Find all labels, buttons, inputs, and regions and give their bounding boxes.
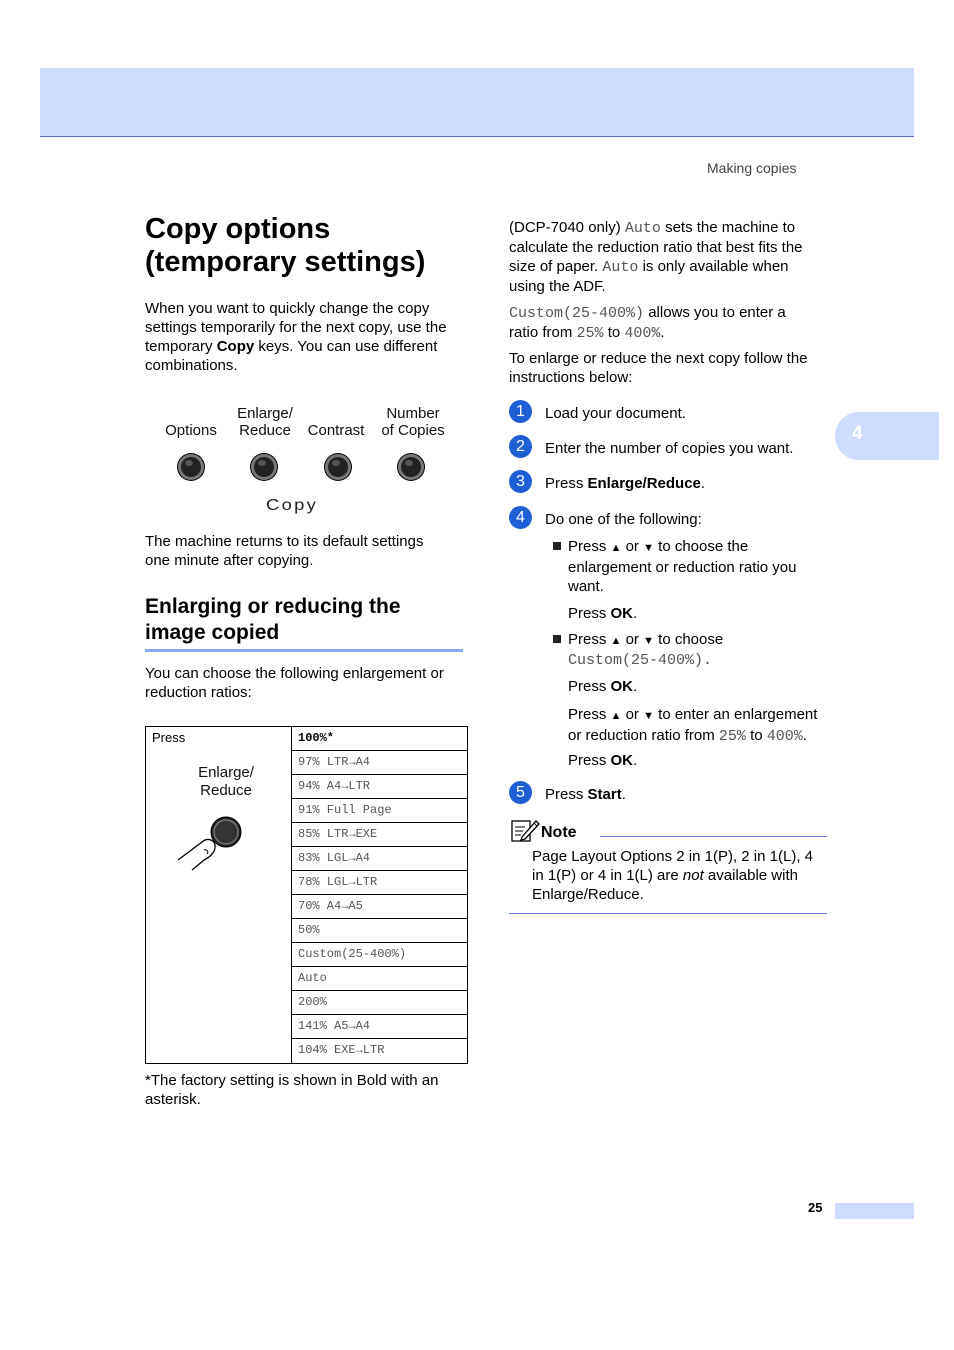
ratio-option [292,919,467,943]
sub-option-a [568,537,828,596]
down-arrow-icon: ▼ [643,710,654,722]
ratio-option [292,991,467,1015]
lcd-text: Custom(25-400%). [568,652,713,669]
intro-line: settings temporarily for the next copy, use the [145,319,447,336]
ratio-text: 200% [298,995,327,1009]
text: available with [703,867,798,884]
lcd-text: 25% [718,728,746,745]
ratio-text: 85% LTR→EXE [298,827,378,841]
bullet-icon [553,542,561,550]
label-line: Number [386,405,440,422]
ratio-text: 94% A4→LTR [298,779,371,793]
text: Press [568,678,611,695]
step-number-badge: 2 [509,435,532,458]
ratio-text: 100%* [298,731,335,745]
bullet-icon [553,635,561,643]
title-line-1: Copy options [145,213,331,245]
label-line: Enlarge/ [198,764,254,781]
ratio-text: 70% A4→A5 [298,899,363,913]
ratio-option [292,943,467,967]
enlarge-reduce-label [231,405,299,439]
step-text [545,785,626,804]
label-line: Reduce [239,422,291,439]
ratio-text: 78% LGL→LTR [298,875,378,889]
ratio-text: 83% LGL→A4 [298,851,371,865]
instructions-intro [509,349,829,387]
text: to [745,727,767,744]
text-line: Page Layout Options 2 in 1(P), 2 in 1(L), 4 [532,848,813,865]
emphasis: not [682,867,704,884]
chapter-tab [835,412,939,460]
text-line [568,705,828,726]
key-name: OK [610,678,634,695]
options-label: Options [165,422,217,439]
text-line [532,866,832,885]
text-line [509,303,829,323]
enlarge-reduce-button-label [176,764,276,800]
ratio-option [292,895,467,919]
text-line [568,726,828,746]
note-pencil-icon [510,817,540,843]
text: to choose [653,631,724,648]
copy-key-name: Copy [216,338,255,355]
ratio-intro [145,664,465,702]
text-line [568,537,828,558]
ratio-option [292,1015,467,1039]
text: temporary [145,338,217,355]
intro-paragraph [145,299,465,375]
text: . [633,605,638,622]
text-line: calculate the reduction ratio that best fits the [509,239,803,256]
default-settings-note [145,532,465,570]
text: or [621,706,644,723]
label-line: Enlarge/ [237,405,293,422]
heading-line: Enlarging or reducing the [145,595,401,618]
ratio-text: 91% Full Page [298,803,392,817]
ratio-option [292,727,467,751]
text: in 1(P) or 4 in 1(L) are [532,867,683,884]
lcd-text: Custom(25-400%) [509,305,645,322]
ratio-text: 141% A5→A4 [298,1019,371,1033]
table-footnote [145,1071,465,1109]
ratio-text: 97% LTR→A4 [298,755,371,769]
options-key [178,454,204,480]
title-line-2: (temporary settings) [145,246,426,278]
ratio-option [292,799,467,823]
running-head: Making copies [707,160,797,176]
auto-paragraph [509,218,829,296]
step-number-badge: 4 [509,506,532,529]
intro-line [145,337,465,356]
text: . [621,786,626,803]
text-line [509,323,829,343]
text-line [509,257,829,277]
text-line: You can choose the following enlargement or [145,665,444,682]
text: Press [568,605,611,622]
text-line: enlargement or reduction ratio you [568,559,797,576]
text: Press [568,631,611,648]
ratio-text: 50% [298,923,320,937]
text: or reduction ratio from [568,727,719,744]
text-line [568,630,828,651]
text: . [633,752,638,769]
text: keys. You can use different [254,338,438,355]
copy-key-group-label: Copy [266,497,319,514]
ratio-option [292,871,467,895]
note-body [532,847,832,904]
ratio-option [292,775,467,799]
step-text: Load your document. [545,405,686,422]
finger-press-icon [174,812,246,874]
text: . [660,324,665,341]
down-arrow-icon: ▼ [643,635,654,647]
header-band [40,68,914,137]
key-name: OK [610,752,634,769]
label-line: Reduce [200,782,252,799]
sub-option-b [568,630,828,670]
ratio-option [292,847,467,871]
ratio-option [292,751,467,775]
lcd-text: Auto [624,220,661,237]
contrast-key [325,454,351,480]
text: Press [545,475,588,492]
enter-ratio-instruction [568,705,828,746]
ratio-option [292,1039,467,1062]
lcd-text: 400% [624,325,661,342]
contrast-label: Contrast [307,422,365,439]
page-title [145,213,425,279]
page-tab [835,1203,914,1219]
text-line: want. [568,578,604,595]
key-name: Enlarge/Reduce [587,475,701,492]
key-name: Start [587,786,622,803]
text-line: using the ADF. [509,278,606,295]
step-number-badge: 3 [509,470,532,493]
ratio-text: Auto [298,971,327,985]
text: . [633,678,638,695]
text-line: asterisk. [145,1091,201,1108]
chapter-number: 4 [852,423,863,444]
text-line: instructions below: [509,369,633,386]
step-text: Do one of the following: [545,511,702,528]
text: ratio from [509,324,577,341]
text-line: To enlarge or reduce the next copy follow the [509,350,808,367]
text: or [621,538,644,555]
text: size of paper. [509,258,603,275]
text: Press [545,786,588,803]
down-arrow-icon: ▼ [643,542,654,554]
text: to enter an enlargement [653,706,818,723]
text: Press [568,706,611,723]
text: to choose the [653,538,749,555]
enlarge-reduce-key [251,454,277,480]
text-line [509,218,829,238]
intro-line: combinations. [145,357,238,374]
ratio-table [145,726,468,1064]
press-ok-line [568,751,637,770]
note-divider [600,836,827,837]
press-label: Press [152,730,186,745]
text: sets the machine to [660,219,796,236]
text: Press [568,538,611,555]
intro-line: When you want to quickly change the copy [145,300,430,317]
step-number-badge: 5 [509,781,532,804]
text: to [603,324,625,341]
up-arrow-icon: ▲ [610,542,622,554]
press-cell [146,727,292,1063]
text: or [621,631,644,648]
text-line: The machine returns to its default settings [145,533,424,550]
step-text [545,474,705,493]
up-arrow-icon: ▲ [610,635,622,647]
key-name: OK [610,605,634,622]
step-number-badge: 1 [509,400,532,423]
up-arrow-icon: ▲ [610,710,622,722]
section-heading [145,594,465,646]
text-line: Enlarge/Reduce. [532,886,644,903]
text: Press [568,752,611,769]
note-title: Note [541,824,577,841]
press-ok-line [568,604,637,623]
ratio-text: Custom(25-400%) [298,947,407,961]
ratio-option [292,823,467,847]
text-line: *The factory setting is shown in Bold with an [145,1072,439,1089]
lcd-text: 25% [576,325,604,342]
text: . [700,475,706,492]
page-number: 25 [808,1200,823,1215]
text: is only available when [638,258,789,275]
text: (DCP-7040 only) [509,219,625,236]
text-line: reduction ratios: [145,684,252,701]
text-line: one minute after copying. [145,552,314,569]
lcd-text: Auto [602,259,639,276]
ratio-option [292,967,467,991]
ratio-text: 104% EXE→LTR [298,1043,385,1057]
note-divider [509,913,827,914]
text: . [802,727,807,744]
custom-paragraph [509,303,829,343]
label-line: of Copies [381,422,445,439]
press-ok-line [568,677,637,696]
number-of-copies-key [398,454,424,480]
text: allows you to enter a [644,304,786,321]
step-text: Enter the number of copies you want. [545,440,794,457]
heading-underline [145,649,463,652]
heading-line: image copied [145,621,280,644]
number-of-copies-label [376,405,450,439]
lcd-text: 400% [766,728,803,745]
